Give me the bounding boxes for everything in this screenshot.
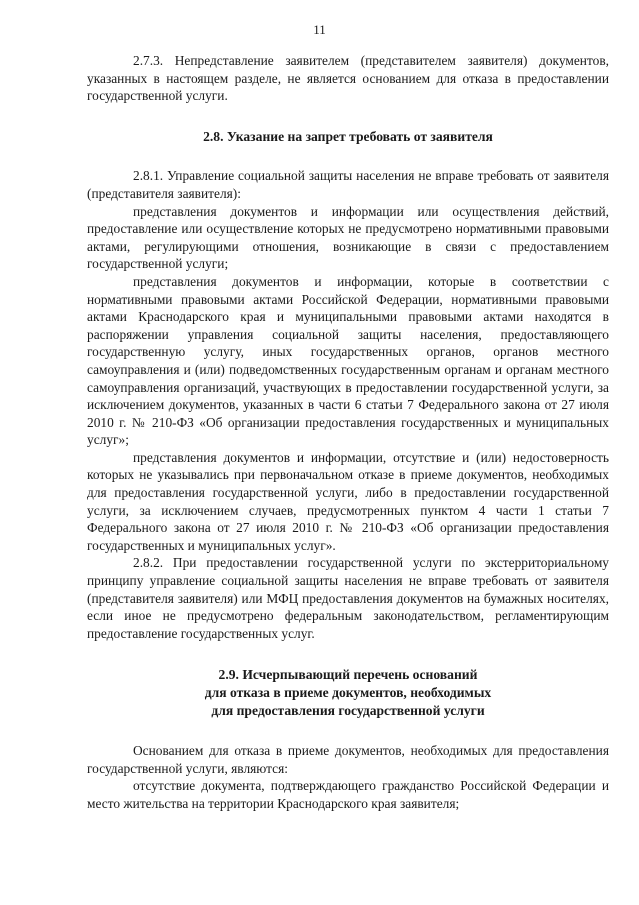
paragraph-2-7-3: 2.7.3. Непредставление заявителем (представителем заявителя) документов, указанных в настоящем разделе, не является основанием для отказа в предоставлении государственной услуги. bbox=[87, 53, 609, 104]
heading-2-9-line-3: для предоставления государственной услуги bbox=[211, 702, 485, 718]
document-body bbox=[87, 52, 609, 813]
paragraph-2-8-1-item-b: представления документов и информации, которые в соответствии с нормативными правовыми актами Российской Федерации, нормативными правовыми актами Краснодарского края и муниципальными правовыми актами находятся в распоряжении управления социальной защиты населения, предоставляющего государственную услугу, иных государственных органов, органов местного самоуправления и (или) подведомственных государственным органам и органам местного самоуправления организаций, участвующих в предоставлении государственной услуги, за исключением документов, указанных в части 6 статьи 7 Федерального закона от 27 июля 2010 г. № 210-ФЗ «Об организации предоставления государственных и муниципальных услуг»; bbox=[87, 273, 609, 448]
page-number: 11 bbox=[313, 22, 326, 37]
heading-2-9-line-1: 2.9. Исчерпывающий перечень оснований bbox=[218, 667, 478, 683]
paragraph-2-8-1-item-c: представления документов и информации, отсутствие и (или) недостоверность которых не указывались при первоначальном отказе в приеме документов, необходимых для предоставления государственной услуги, либо в предоставлении государственной услуги, за исключением случаев, предусмотренных пунктом 4 части 1 статьи 7 Федерального закона от 27 июля 2010 г. № 210-ФЗ «Об организации предоставления государственных и муниципальных услуг». bbox=[87, 449, 609, 553]
section-heading-2-8: 2.8. Указание на запрет требовать от заявителя bbox=[203, 128, 493, 144]
paragraph-2-9-intro: Основанием для отказа в приеме документов, необходимых для предоставления государственной услуги, являются: bbox=[87, 743, 609, 776]
heading-2-9-line-2: для отказа в приеме документов, необходимых bbox=[204, 685, 492, 700]
paragraph-2-9-item-a: отсутствие документа, подтверждающего гражданство Российской Федерации и место жительства на территории Краснодарского края заявителя; bbox=[87, 778, 609, 811]
section-heading-2-9 bbox=[87, 666, 609, 719]
paragraph-2-8-1: 2.8.1. Управление социальной защиты населения не вправе требовать от заявителя (представителя заявителя): bbox=[87, 168, 609, 201]
paragraph-2-8-2: 2.8.2. При предоставлении государственной услуги по экстерриториальному принципу управление социальной защиты населения не вправе требовать от заявителя (представителя заявителя) или МФЦ предоставления документов на бумажных носителях, если иное не предусмотрено федеральным законодательством, регламентирующим предоставление государственных услуг. bbox=[87, 555, 609, 641]
paragraph-2-8-1-item-a: представления документов и информации или осуществления действий, предоставление или осуществление которых не предусмотрено нормативными правовыми актами, регулирующими отношения, возникающие в связи с предоставлением государственной услуги; bbox=[87, 203, 609, 272]
